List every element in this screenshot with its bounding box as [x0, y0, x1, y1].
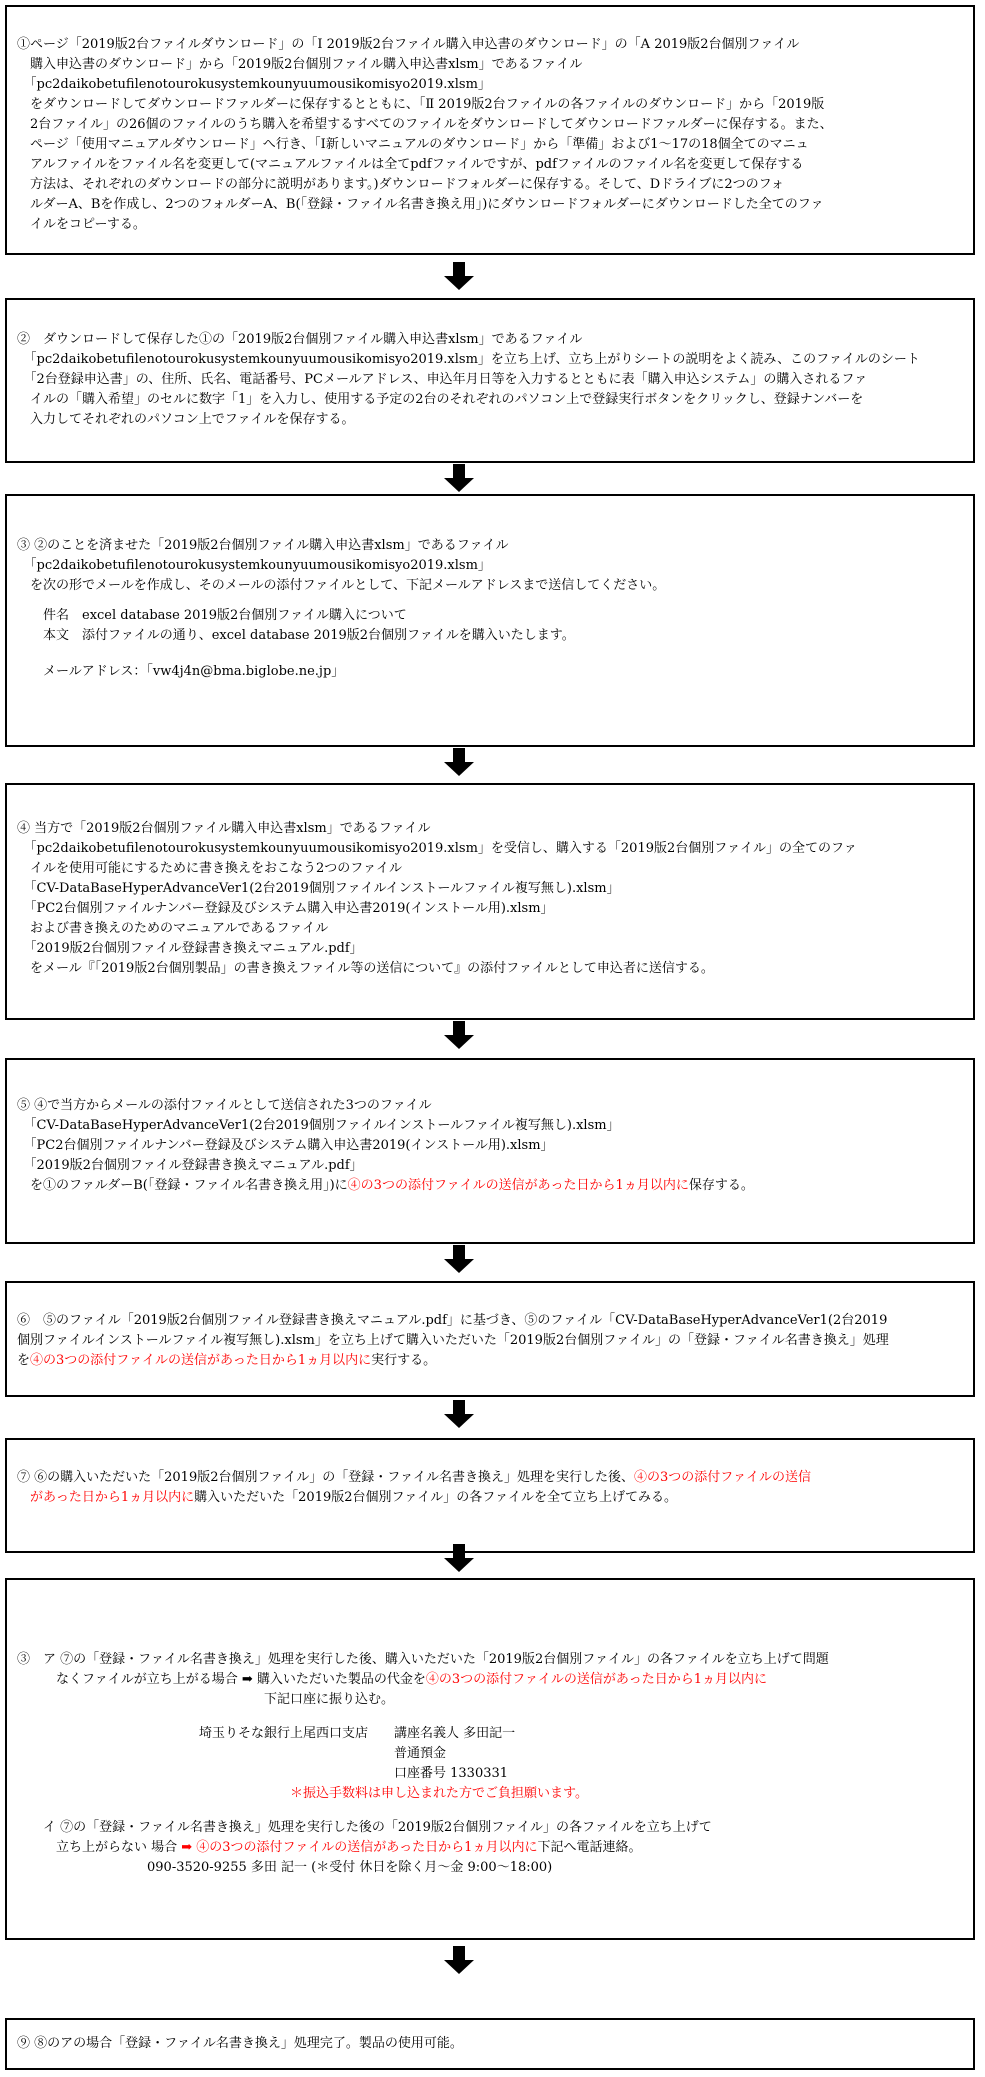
step-2-line: 入力してそれぞれのパソコン上でファイルを保存する。 — [17, 412, 355, 427]
step-8-text: なくファイルが立ち上がる場合 ➡ 購入いただいた製品の代金を — [17, 1672, 426, 1687]
deadline-note: ④の3つの添付ファイルの送信があった日から1ヵ月以内に — [30, 1353, 372, 1368]
phone-contact: 090-3520-9255 多田 記一 (＊受付 休日を除く月～金 9:00～18:00) — [17, 1860, 553, 1875]
deadline-note: ➡ ④の3つの添付ファイルの送信があった日から1ヵ月以内に — [181, 1840, 538, 1855]
mail-subject: 件名 excel database 2019版2台個別ファイル購入について — [17, 608, 407, 623]
step-1-line: アルファイルをファイル名を変更して(マニュアルファイルは全てpdfファイルですが、pdfファイルのファイル名を変更して保存する — [17, 157, 804, 172]
mail-address: メールアドレス：「vw4j4n@bma.biglobe.ne.jp」 — [17, 664, 345, 679]
down-arrow-icon — [444, 1021, 474, 1049]
step-5-box — [5, 1058, 975, 1244]
step-5-line-deadline — [17, 1176, 973, 1196]
step-5-line: ⑤ ④で当方からメールの添付ファイルとして送信された3つのファイル — [17, 1098, 432, 1113]
step-8-text: 下記へ電話連絡。 — [537, 1840, 642, 1855]
step-8-box — [5, 1578, 975, 1940]
step-6-line: 個別ファイルインストールファイル複写無し).xlsm」を立ち上げて購入いただいた「2019版2台個別ファイル」の「登録・ファイル名書き換え」処理 — [17, 1333, 889, 1348]
deadline-note: があった日から1ヵ月以内に — [17, 1490, 195, 1505]
step-6-text: 実行する。 — [371, 1353, 437, 1368]
step-6-line-deadline — [17, 1351, 973, 1371]
step-5-line: 「2019版2台個別ファイル登録書き換えマニュアル.pdf」 — [17, 1158, 363, 1173]
account-number: 口座番号 1330331 — [17, 1766, 509, 1781]
step-1-line: 2台ファイル」の26個のファイルのうち購入を希望するすべてのファイルをダウンロードしてダウンロードファルダーに保存する。また、 — [17, 117, 833, 132]
down-arrow-icon — [444, 262, 474, 290]
step-3-line: ③ ②のことを済ませた「2019版2台個別ファイル購入申込書xlsm」であるファイル — [17, 538, 509, 553]
step-1-line: 購入申込書のダウンロード」から「2019版2台個別ファイル購入申込書xlsm」であるファイル — [17, 57, 583, 72]
step-5-text: 保存する。 — [688, 1178, 754, 1193]
mail-body: 本文 添付ファイルの通り、excel database 2019版2台個別ファイルを購入いたします。 — [17, 628, 575, 643]
step-2-line: 「2台登録申込書」の、住所、氏名、電話番号、PCメールアドレス、申込年月日等を入力するとともに表「購入申込システム」の購入されるファ — [17, 372, 868, 387]
step-8-option-b: イ ⑦の「登録・ファイル名書き換え」処理を実行した後の「2019版2台個別ファイル」の各ファイルを立ち上げて — [17, 1820, 712, 1835]
step-7-line — [17, 1468, 973, 1488]
step-2-line: 「pc2daikobetufilenotourokusystemkounyuumousikomisyo2019.xlsm」を立ち上げ、立ち上がりシートの説明をよく読み、このファイルのシート — [17, 352, 920, 367]
step-1-line: ルダーA、Bを作成し、2つのフォルダーA、B(「登録・ファイル名書き換え用」)にダウンロードフォルダーにダウンロードした全てのファ — [17, 197, 824, 212]
step-8-option-a: ③ ア ⑦の「登録・ファイル名書き換え」処理を実行した後、購入いただいた「2019版2台個別ファイル」の各ファイルを立ち上げて問題 — [17, 1652, 829, 1667]
step-8-option-a-line: 下記口座に振り込む。 — [17, 1692, 395, 1707]
step-6-line: ⑥ ⑤のファイル「2019版2台個別ファイル登録書き換えマニュアル.pdf」に基づき、⑤のファイル「CV-DataBaseHyperAdvanceVer1(2台2019 — [17, 1313, 888, 1328]
step-1-line: 「pc2daikobetufilenotourokusystemkounyuumousikomisyo2019.xlsm」 — [17, 77, 491, 92]
step-6-text: を — [17, 1353, 31, 1368]
step-4-line: および書き換えのためのマニュアルであるファイル — [17, 921, 329, 936]
down-arrow-icon — [444, 1400, 474, 1428]
step-5-line: 「CV-DataBaseHyperAdvanceVer1(2台2019個別ファイルインストールファイル複写無し).xlsm」 — [17, 1118, 620, 1133]
down-arrow-icon — [444, 1245, 474, 1273]
account-type: 普通預金 — [17, 1746, 447, 1761]
step-1-line: イルをコピーする。 — [17, 217, 146, 232]
down-arrow-icon — [444, 1544, 474, 1572]
step-1-box — [5, 5, 975, 255]
step-4-line: ④ 当方で「2019版2台個別ファイル購入申込書xlsm」であるファイル — [17, 821, 431, 836]
step-1-line: 方法は、それぞれのダウンロードの部分に説明があります。)ダウンロードフォルダーに保存する。そして、Dドライブに2つのフォ — [17, 177, 784, 192]
step-1-line: ページ「使用マニュアルダウンロード」へ行き、「Ⅰ新しいマニュアルのダウンロード」から「準備」および1～17の18個全てのマニュ — [17, 137, 809, 152]
step-2-line: イルの「購入希望」のセルに数字「1」を入力し、使用する予定の2台のそれぞれのパソコン上で登録実行ボタンをクリックし、登録ナンバーを — [17, 392, 864, 407]
step-1-line: をダウンロードしてダウンロードファルダーに保存するとともに、「Ⅱ 2019版2台ファイルの各ファイルのダウンロード」から「2019版 — [17, 97, 825, 112]
down-arrow-icon — [444, 748, 474, 776]
step-4-line: 「2019版2台個別ファイル登録書き換えマニュアル.pdf」 — [17, 941, 363, 956]
step-3-box — [5, 494, 975, 747]
step-9-line: ⑨ ⑧のアの場合「登録・ファイル名書き換え」処理完了。製品の使用可能。 — [17, 2036, 463, 2051]
step-7-line — [17, 1488, 973, 1508]
step-3-line: を次の形でメールを作成し、そのメールの添付ファイルとして、下記メールアドレスまで送信してください。 — [17, 578, 666, 593]
step-4-line: 「CV-DataBaseHyperAdvanceVer1(2台2019個別ファイルインストールファイル複写無し).xlsm」 — [17, 881, 620, 896]
step-9-box — [5, 2018, 975, 2070]
step-4-line: 「pc2daikobetufilenotourokusystemkounyuumousikomisyo2019.xlsm」を受信し、購入する「2019版2台個別ファイル」の全てのファ — [17, 841, 857, 856]
deadline-note: ④の3つの添付ファイルの送信があった日から1ヵ月以内に — [347, 1178, 689, 1193]
step-8-text: 立ち上がらない 場合 — [17, 1840, 182, 1855]
step-3-line: 「pc2daikobetufilenotourokusystemkounyuumousikomisyo2019.xlsm」 — [17, 558, 491, 573]
step-2-box — [5, 298, 975, 463]
step-6-box — [5, 1281, 975, 1397]
step-4-line: 「PC2台個別ファイルナンバー登録及びシステム購入申込書2019(インストール用).xlsm」 — [17, 901, 554, 916]
step-1-line: ①ページ「2019版2台ファイルダウンロード」の「Ⅰ 2019版2台ファイル購入申込書のダウンロード」の「A 2019版2台個別ファイル — [17, 37, 800, 52]
step-2-line: ② ダウンロードして保存した①の「2019版2台個別ファイル購入申込書xlsm」であるファイル — [17, 332, 583, 347]
down-arrow-icon — [444, 464, 474, 492]
step-7-box — [5, 1438, 975, 1553]
deadline-note: ④の3つの添付ファイルの送信があった日から1ヵ月以内に — [425, 1672, 768, 1687]
step-4-line: イルを使用可能にするために書き換えをおこなう2つのファイル — [17, 861, 403, 876]
bank-name: 埼玉りそな銀行上尾西口支店 講座名義人 多田記一 — [17, 1726, 516, 1741]
step-5-text: を①のファルダーB(「登録・ファイル名書き換え用」)に — [17, 1178, 348, 1193]
fee-note: ＊振込手数料は申し込まれた方でご負担願います。 — [17, 1786, 588, 1801]
step-8-option-a-line — [17, 1670, 973, 1690]
step-7-text: 購入いただいた「2019版2台個別ファイル」の各ファイルを全て立ち上げてみる。 — [194, 1490, 677, 1505]
step-5-line: 「PC2台個別ファイルナンバー登録及びシステム購入申込書2019(インストール用).xlsm」 — [17, 1138, 554, 1153]
step-8-option-b-line — [17, 1838, 973, 1858]
step-4-line: をメール『「2019版2台個別製品」の書き換えファイル等の送信について』の添付ファイルとして申込者に送信する。 — [17, 961, 714, 976]
deadline-note: ④の3つの添付ファイルの送信 — [633, 1470, 811, 1485]
step-7-text: ⑦ ⑥の購入いただいた「2019版2台個別ファイル」の「登録・ファイル名書き換え」処理を実行した後、 — [17, 1470, 634, 1485]
down-arrow-icon — [444, 1946, 474, 1974]
step-4-box — [5, 783, 975, 1020]
